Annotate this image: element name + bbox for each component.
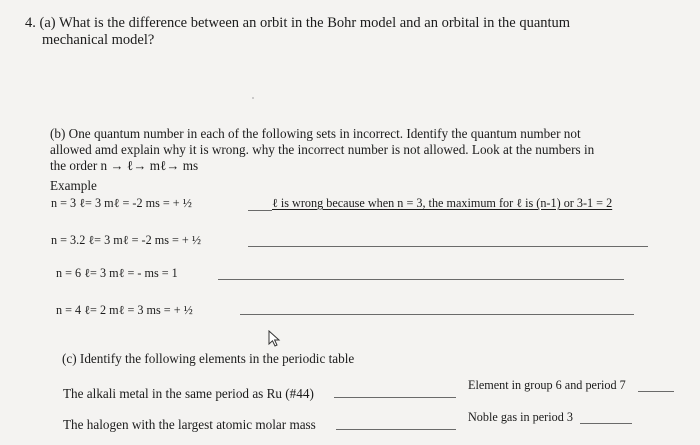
halogen-answer-line[interactable] <box>336 429 456 430</box>
question-b-line1: (b) One quantum number in each of the following sets in incorrect. Identify the quantum number not <box>50 126 581 141</box>
set-3-answer-line[interactable] <box>240 314 634 315</box>
question-c-title: (c) Identify the following elements in the periodic table <box>62 351 355 366</box>
example-answer: ℓ is wrong because when n = 3, the maximum for ℓ is (n-1) or 3-1 = 2 <box>272 196 613 210</box>
alkali-metal-prompt: The alkali metal in the same period as Ru (#44) <box>63 386 314 401</box>
example-set: n = 3 ℓ= 3 mℓ = -2 ms = + ½ <box>51 196 192 210</box>
noble-gas-answer-line[interactable] <box>580 423 632 424</box>
scan-speck <box>252 97 254 99</box>
halogen-prompt: The halogen with the largest atomic molar mass <box>63 417 316 432</box>
question-a-line1: 4. (a) What is the difference between an orbit in the Bohr model and an orbital in the quantum <box>25 15 571 31</box>
noble-gas-prompt: Noble gas in period 3 <box>468 410 573 424</box>
alkali-metal-answer-line[interactable] <box>334 397 456 398</box>
set-3: n = 4 ℓ= 2 mℓ = 3 ms = + ½ <box>56 303 193 317</box>
group6-period7-answer-line[interactable] <box>638 391 674 392</box>
set-2: n = 6 ℓ= 3 mℓ = - ms = 1 <box>56 266 178 280</box>
question-a-line2: mechanical model? <box>42 32 155 48</box>
question-b-line3: the order n → ℓ→ mℓ→ ms <box>50 158 199 173</box>
set-2-answer-line[interactable] <box>218 279 624 280</box>
set-1-answer-line[interactable] <box>248 246 648 247</box>
group6-period7-prompt: Element in group 6 and period 7 <box>468 378 626 392</box>
question-b-line2: allowed amd explain why it is wrong. why the incorrect number is not allowed. Look at the numbers in <box>50 142 595 157</box>
mouse-cursor-icon <box>266 330 284 348</box>
example-label: Example <box>50 178 97 193</box>
example-answer-line <box>248 210 272 211</box>
set-1: n = 3.2 ℓ= 3 mℓ = -2 ms = + ½ <box>51 233 201 247</box>
